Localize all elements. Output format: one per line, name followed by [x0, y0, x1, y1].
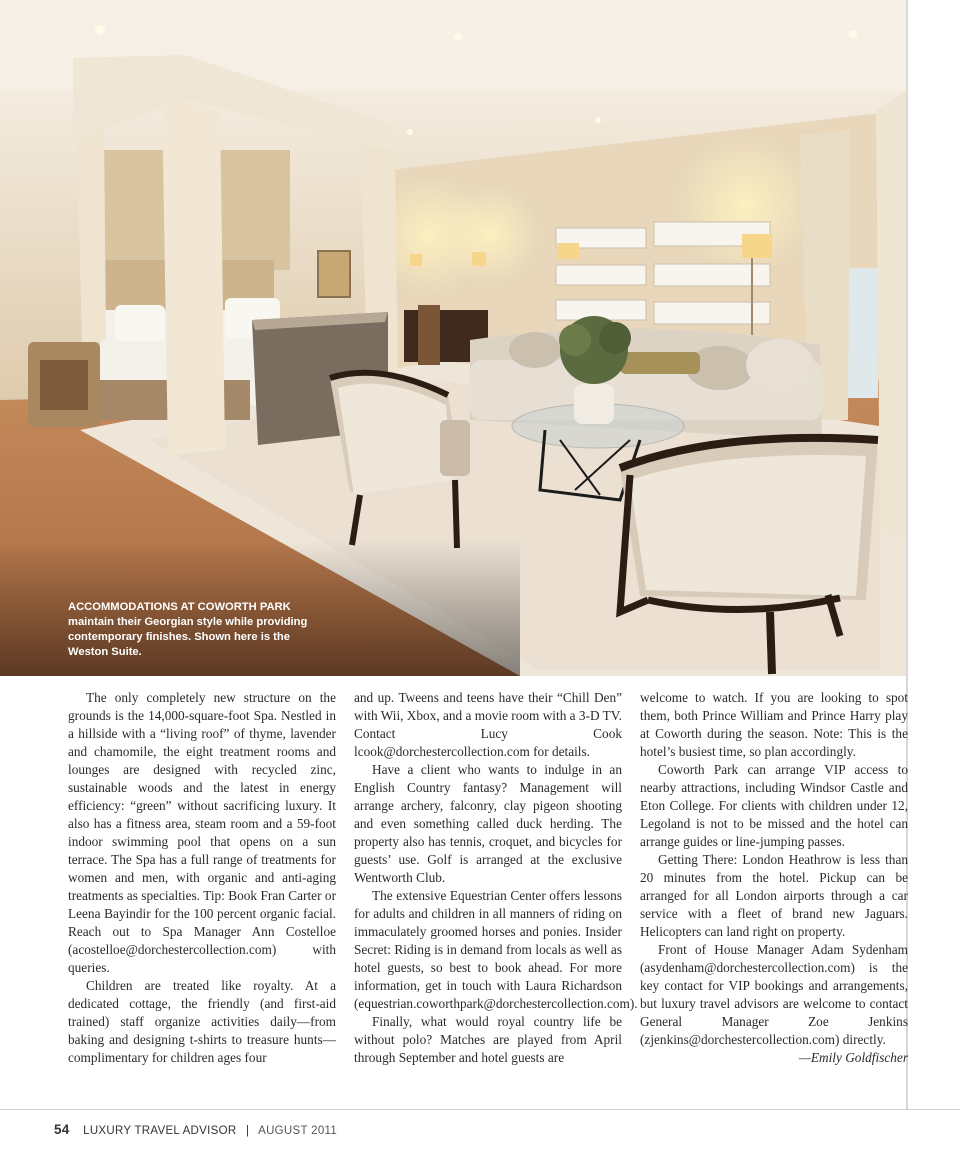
paragraph: The only completely new structure on the grounds is the 14,000-square-foot Spa. Nestled in a hillside with a “living roof” of thyme, lavender and chamomile, the eight treatment rooms and lounges are designed with recycled zinc, sustainable woods and the latest in energy efficiency: “green” without sacrificing luxury. It also has a fitness area, steam room and a 59-foot indoor swimming pool that opens on a sun terrace. The Spa has a full range of treatments for women and men, with organic and anti-aging treatments as specialties. Tip: Book Fran Carter or Leena Bayindir for the 100 percent organic facial. Reach out to Spa Manager Ann Costelloe (acostelloe@dorchestercollection.com) with queries. [68, 690, 336, 975]
paragraph: Getting There: London Heathrow is less than 20 minutes from the hotel. Pickup can be arranged for all London airports through a car service with a fleet of brand new Jaguars. Helicopters can land right on property. [640, 852, 908, 939]
paragraph: Coworth Park can arrange VIP access to nearby attractions, including Windsor Castle and Eton College. For clients with children under 12, Legoland is not to be missed and the hotel can arrange guides or line-jumping passes. [640, 762, 908, 849]
paragraph: Have a client who wants to indulge in an English Country fantasy? Management will arrange archery, falconry, clay pigeon shooting and even something called duck herding. The property also has tennis, croquet, and bicycles for guests’ use. Golf is arranged at the exclusive Wentworth Club. [354, 762, 622, 885]
footer-separator: | [245, 1125, 250, 1137]
photo-caption [68, 600, 318, 660]
paragraph: and up. Tweens and teens have their “Chill Den” with Wii, Xbox, and a movie room with a 3-D TV. Contact Lucy Cook lcook@dorchestercollection.com for details. [354, 690, 622, 759]
article-column-1 [68, 689, 336, 1067]
caption-lead: ACCOMMODATIONS AT COWORTH PARK [68, 601, 291, 613]
paragraph: The extensive Equestrian Center offers lessons for adults and children in all manners of riding on immaculately groomed horses and ponies. Insider Secret: Riding is in demand from locals as well as hotel guests, so best to book ahead. For more information, get in touch with Laura Richardson (equestrian.coworthpark@dorchestercollection.com). [354, 888, 638, 1011]
article-column-3 [640, 689, 908, 1067]
footer-divider [0, 1109, 960, 1110]
paragraph: welcome to watch. If you are looking to spot them, both Prince William and Prince Harry play at Coworth during the season. Note: This is the hotel’s busiest time, so plan accordingly. [640, 690, 908, 759]
author-signature: —Emily Goldfischer [799, 1050, 908, 1065]
publication-name: LUXURY TRAVEL ADVISOR [83, 1125, 237, 1137]
page-number: 54 [54, 1122, 70, 1137]
paragraph: Finally, what would royal country life be without polo? Matches are played from April through September and hotel guests are [354, 1014, 622, 1065]
page-footer [54, 1122, 337, 1137]
caption-body: maintain their Georgian style while providing contemporary finishes. Shown here is the Weston Suite. [68, 616, 308, 658]
paragraph: Children are treated like royalty. At a dedicated cottage, the friendly (and first-aid trained) staff organize activities daily—from baking and designing t-shirts to treasure hunts—complimentary for children ages four [68, 978, 336, 1065]
paragraph: Front of House Manager Adam Sydenham (asydenham@dorchestercollection.com) is the key contact for VIP bookings and arrangements, but luxury travel advisors are welcome to contact General Manager Zoe Jenkins (zjenkins@dorchestercollection.com) directly. [640, 942, 908, 1047]
issue-date: AUGUST 2011 [258, 1125, 338, 1137]
article-column-2 [354, 689, 638, 1067]
